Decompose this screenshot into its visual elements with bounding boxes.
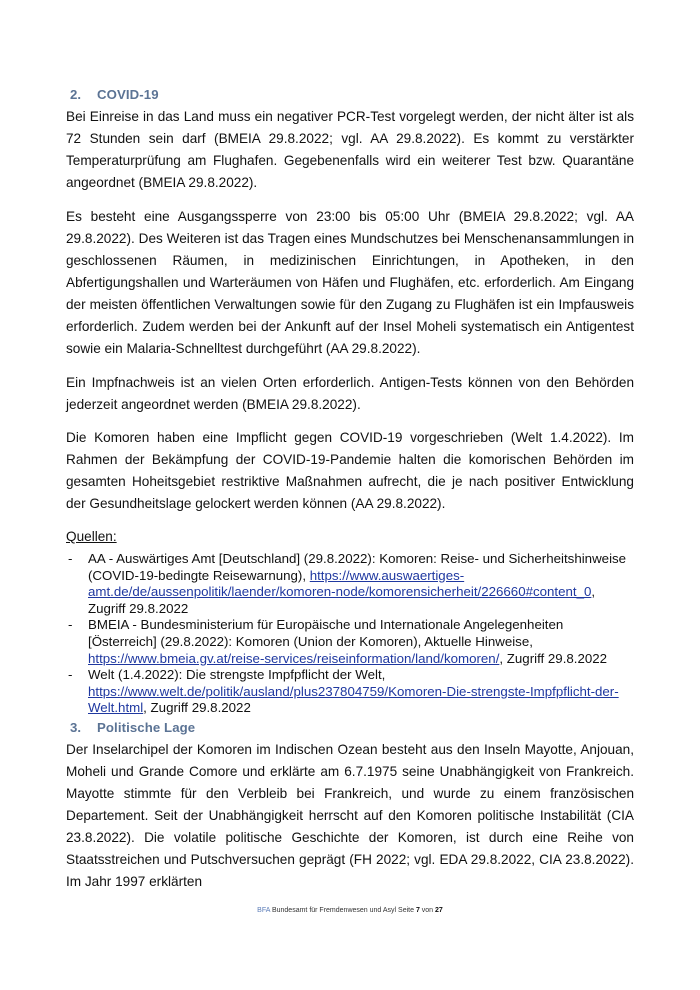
section-title: Politische Lage [97,720,196,735]
total-pages: 27 [435,907,443,914]
footer-of: von [419,907,436,914]
section-number: 2. [70,87,82,102]
source-suffix: , Zugriff 29.8.2022 [143,700,251,716]
list-dash: - [68,551,73,566]
section-title: COVID-19 [97,87,159,102]
list-dash: - [68,667,73,683]
paragraph: Es besteht eine Ausgangssperre von 23:00 bis 05:00 Uhr (BMEIA 29.8.2022; vgl. AA 29.8.2022). Des Weiteren ist das Tragen eines Mundschutzes bei Menschenansammlungen in geschlossenen Räumen, in medizinischen Einrichtungen, in Apotheken, in den Abfertigungshallen und Warteräumen von Häfen und Flughäfen, etc. erforderlich. Am Eingang der meisten öffentlichen Verwaltungen sowie für den Zugang zu Flughäfen ist ein Impfausweis erforderlich. Zudem werden bei der Ankunft auf der Insel Moheli systematisch ein Antigentest sowie ein Malaria-Schnelltest durchgeführt (AA 29.8.2022). [66,209,634,356]
source-link[interactable]: https://www.auswaertiges-amt.de/de/aussenpolitik/laender/komoren-node/komorensicherheit/226660#content_0 [88,567,592,600]
source-text: Welt (1.4.2022): Die strengste Impfpflicht der Welt, [88,667,386,683]
footer-org: Bundesamt für Fremdenwesen und Asyl Seite [270,907,416,914]
paragraph: Die Komoren haben eine Impflicht gegen COVID-19 vorgeschrieben (Welt 1.4.2022). Im Rahmen der Bekämpfung der COVID-19-Pandemie halten die komorischen Behörden im gesamten Hoheitsgebiet restriktive Maßnahmen aufrecht, die je nach positiver Entwicklung der Gesundheitslage gelockert werden können (AA 29.8.2022). [66,430,634,511]
current-page: 7 [415,907,420,914]
source-item [66,667,634,717]
paragraph: Ein Impfnachweis ist an vielen Orten erforderlich. Antigen-Tests können von den Behörden jederzeit angeordnet werden (BMEIA 29.8.2022). [66,375,634,412]
source-item [66,617,634,667]
source-text: BMEIA - Bundesministerium für Europäische und Internationale Angelegenheiten [Österreich] (29.8.2022): Komoren (Union der Komoren), Aktuelle Hinweise, [88,617,564,649]
sources-list [66,551,634,717]
bfa-logo: BFA [257,907,271,914]
list-dash: - [68,617,73,633]
source-text: AA - Auswärtiges Amt [Deutschland] (29.8.2022): Komoren: Reise- und Sicherheitshinweise (COVID-19-bedingte Reisewarnung), [88,551,627,583]
page-footer [0,907,700,914]
sources-label: Quellen: [66,529,117,544]
source-link[interactable]: https://www.welt.de/politik/ausland/plus237804759/Komoren-Die-strengste-Impfpflicht-der-Welt.html [88,683,619,716]
section-heading-politische-lage [70,720,195,735]
section-heading-covid19 [70,87,159,102]
source-suffix: , Zugriff 29.8.2022 [88,584,596,616]
source-item [66,551,634,617]
paragraph: Der Inselarchipel der Komoren im Indischen Ozean besteht aus den Inseln Mayotte, Anjouan, Moheli und Grande Comore und erklärte am 6.7.1975 seine Unabhängigkeit von Frankreich. Mayotte stimmte für den Verbleib bei Frankreich, und wurde zu einem französischen Departement. Seit der Unabhängigkeit herrscht auf den Komoren politische Instabilität (CIA 23.8.2022). Die volatile politische Geschichte der Komoren, ist durch eine Reihe von Staatsstreichen und Putschversuchen geprägt (FH 2022; vgl. EDA 29.8.2022, CIA 23.8.2022). Im Jahr 1997 erklärten [66,742,634,889]
section-number: 3. [70,720,82,735]
paragraph: Bei Einreise in das Land muss ein negativer PCR-Test vorgelegt werden, der nicht älter ist als 72 Stunden sein darf (BMEIA 29.8.2022; vgl. AA 29.8.2022). Es kommt zu verstärkter Temperaturprüfung am Flughafen. Gegebenenfalls wird ein weiterer Test bzw. Quarantäne angeordnet (BMEIA 29.8.2022). [66,109,634,190]
source-suffix: , Zugriff 29.8.2022 [499,650,608,666]
source-link[interactable]: https://www.bmeia.gv.at/reise-services/reiseinformation/land/komoren/ [88,650,500,666]
